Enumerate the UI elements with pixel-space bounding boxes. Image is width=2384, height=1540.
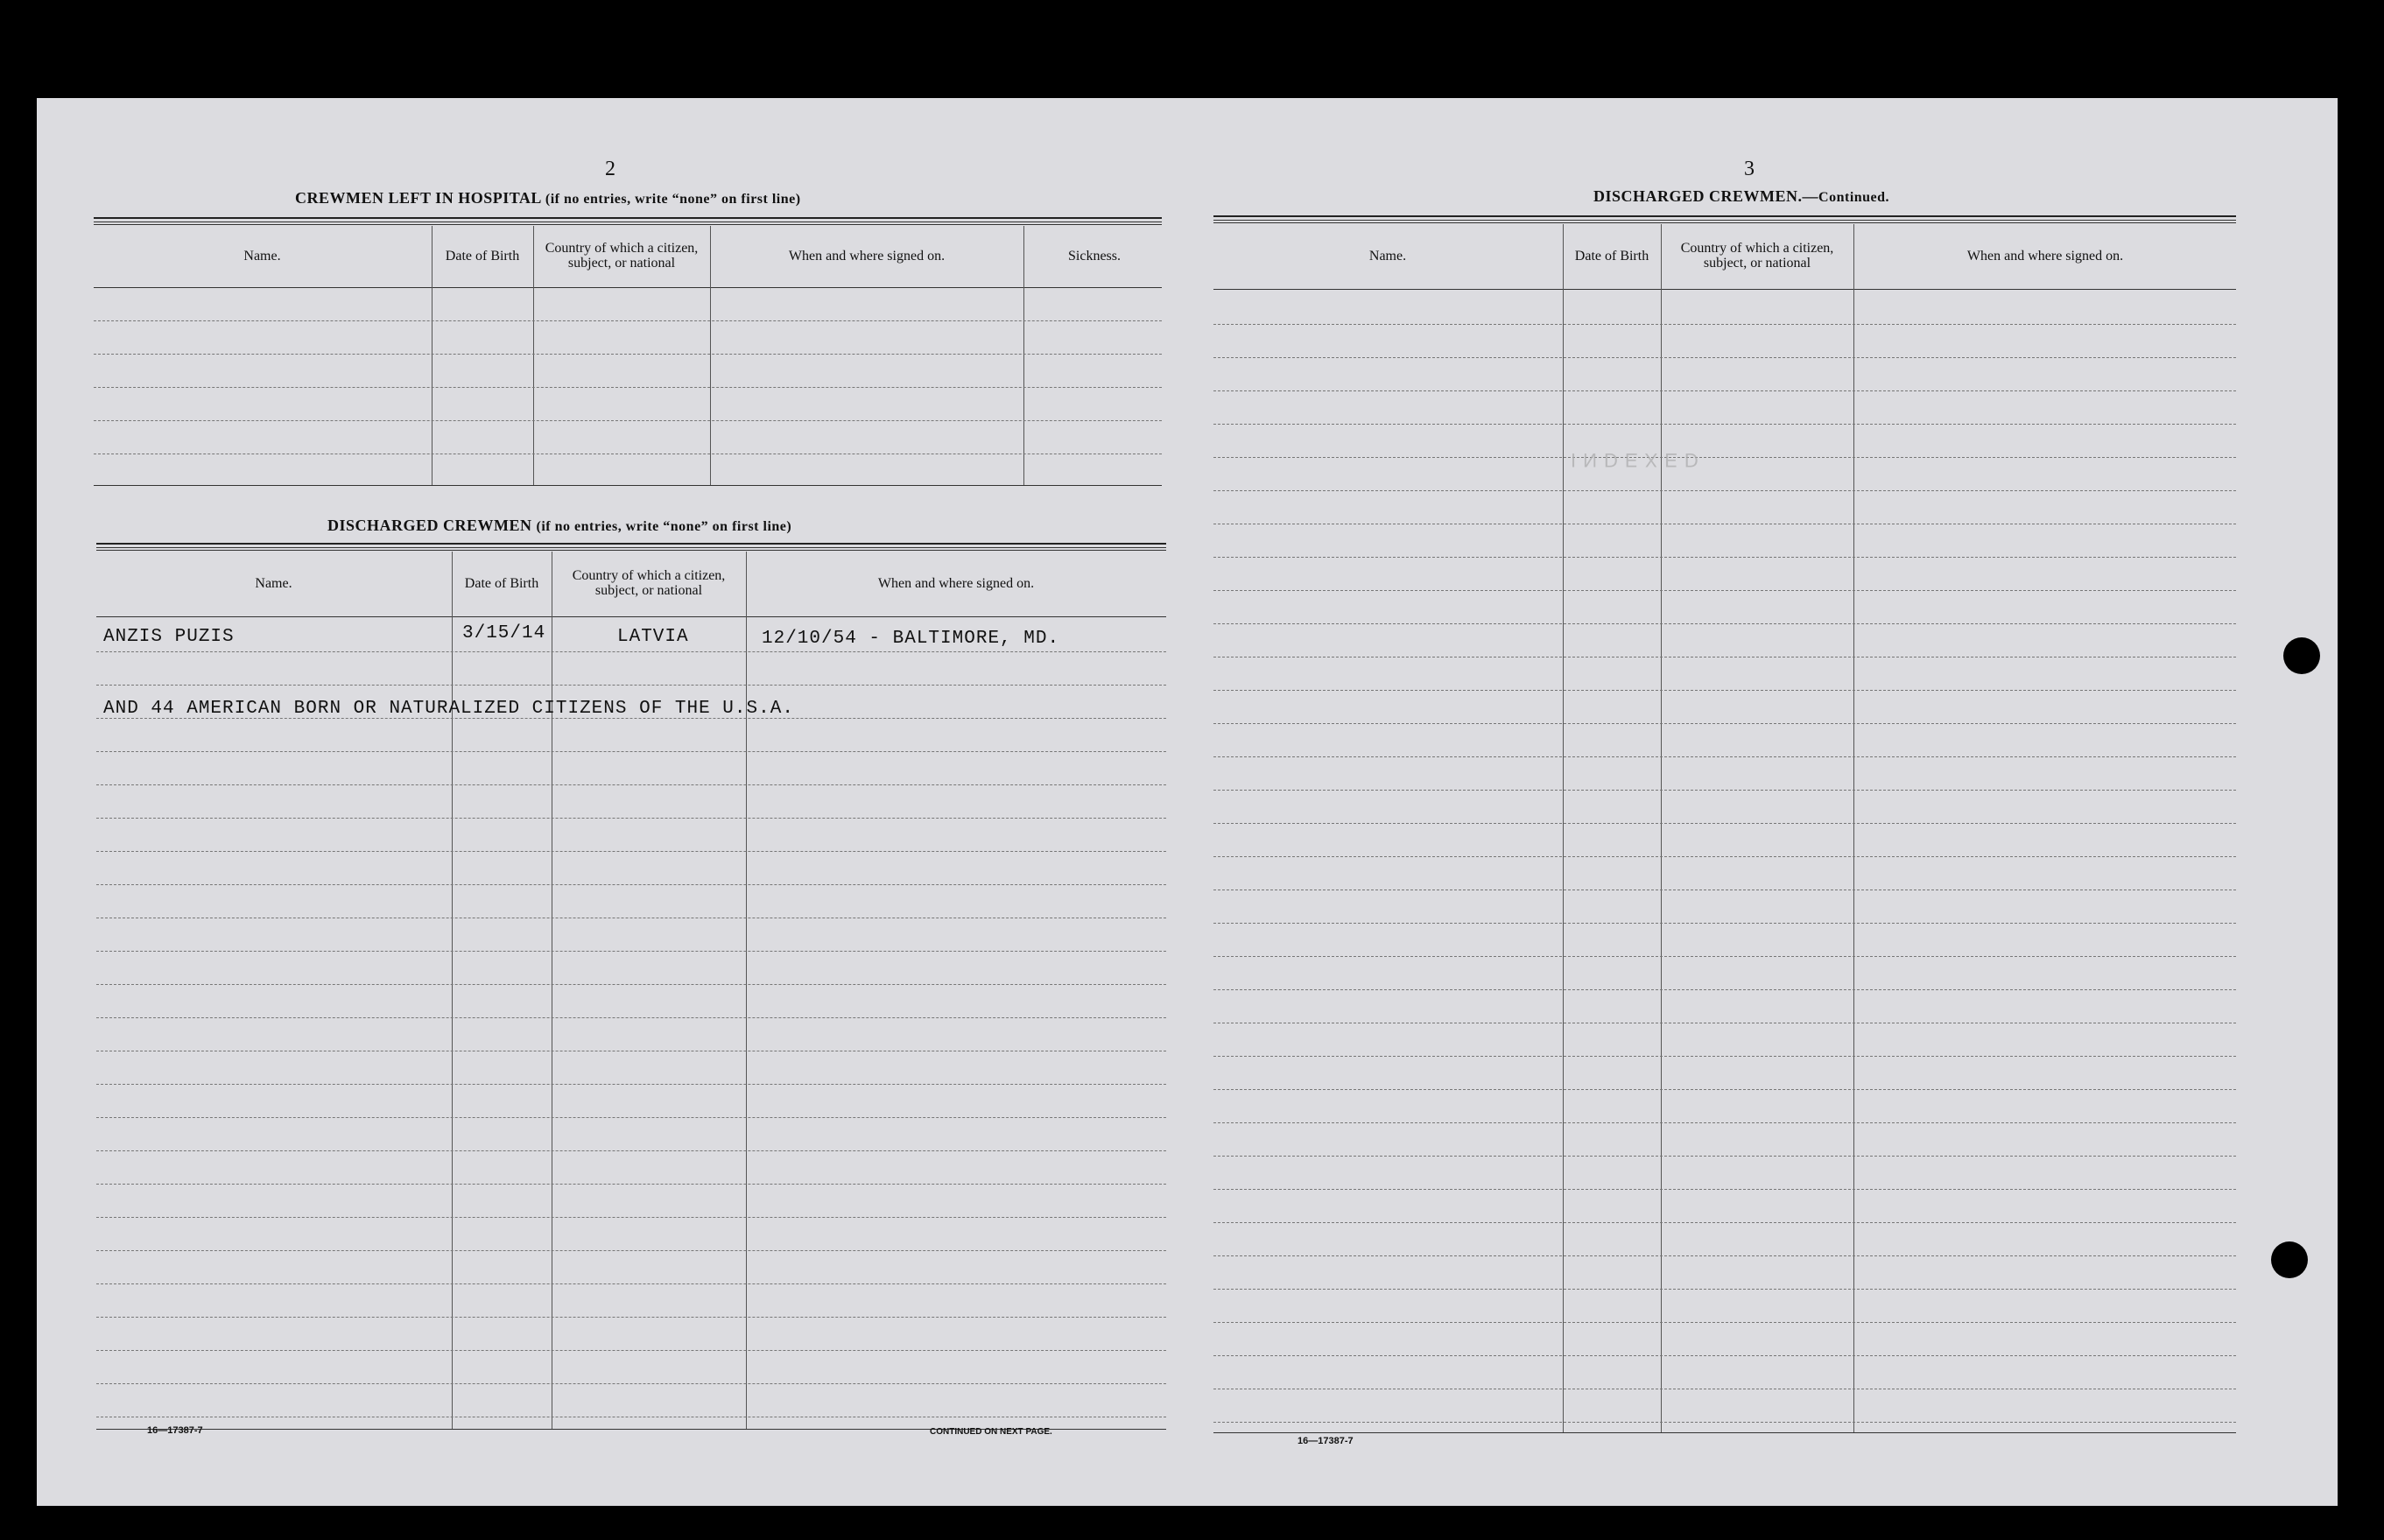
ruled-line — [1213, 823, 2236, 824]
ruled-line — [96, 751, 1166, 752]
ruled-line — [96, 1350, 1166, 1351]
ruled-line — [96, 685, 1166, 686]
left-page — [37, 98, 1168, 1506]
ruled-line — [96, 1250, 1166, 1251]
ruled-line — [1213, 1322, 2236, 1323]
ruled-line — [1213, 324, 2236, 325]
entry-dob: 3/15/14 — [462, 623, 546, 643]
ruled-line — [1213, 590, 2236, 591]
right-section-title — [1593, 187, 1889, 206]
document-paper — [37, 98, 2338, 1506]
discharged-table — [96, 543, 1166, 1523]
hospital-header-name: Name. — [243, 248, 281, 264]
right-header-name: Name. — [1368, 248, 1407, 264]
right-page — [1210, 98, 2338, 1506]
ruled-line — [1213, 923, 2236, 924]
right-title-text: DISCHARGED CREWMEN.— — [1593, 187, 1819, 205]
discharged-header-signed: When and where signed on. — [877, 575, 1035, 591]
ruled-line — [1213, 1089, 2236, 1090]
hospital-header-dob: Date of Birth — [445, 248, 520, 264]
page-number-right: 3 — [1744, 158, 1755, 180]
ruled-line — [96, 1184, 1166, 1185]
entry-signed-on: 12/10/54 - BALTIMORE, MD. — [762, 629, 1060, 649]
hospital-title-text: CREWMEN LEFT IN HOSPITAL — [295, 189, 541, 207]
punch-hole-lower — [2271, 1241, 2308, 1278]
ruled-line — [1213, 989, 2236, 990]
right-header-country: Country of which a citizen, subject, or national — [1680, 241, 1834, 271]
page-number-left: 2 — [605, 158, 615, 180]
hospital-section-title — [295, 189, 801, 207]
ruled-line — [96, 1017, 1166, 1018]
ruled-line — [96, 1150, 1166, 1151]
ruled-line — [96, 651, 1166, 652]
form-number-right: 16—17387-7 — [1297, 1436, 1354, 1446]
ruled-line — [1213, 1222, 2236, 1223]
ruled-line — [1213, 856, 2236, 857]
ruled-line — [96, 984, 1166, 985]
ruled-line — [96, 1084, 1166, 1085]
right-header-dob: Date of Birth — [1574, 248, 1649, 264]
hospital-header-sickness: Sickness. — [1068, 248, 1121, 264]
ruled-line — [96, 1283, 1166, 1284]
entry-name: ANZIS PUZIS — [103, 627, 235, 647]
discharged-subtitle-text: (if no entries, write “none” on first line) — [536, 519, 792, 534]
ruled-line — [1213, 424, 2236, 425]
ruled-line — [96, 851, 1166, 852]
ruled-line — [1213, 1122, 2236, 1123]
right-discharged-table — [1213, 215, 2236, 1432]
indexed-stamp: INDEXED — [1571, 449, 1705, 471]
ruled-line — [1213, 1156, 2236, 1157]
ruled-line — [96, 1383, 1166, 1384]
hospital-header-signed: When and where signed on. — [788, 248, 946, 264]
ruled-line — [96, 1317, 1166, 1318]
ruled-line — [1213, 690, 2236, 691]
ruled-line — [1213, 790, 2236, 791]
ruled-line — [96, 1217, 1166, 1218]
discharged-title-text: DISCHARGED CREWMEN — [327, 517, 532, 534]
ruled-line — [96, 951, 1166, 952]
discharged-note: AND 44 AMERICAN BORN OR NATURALIZED CITIZENS OF THE U.S.A. — [103, 699, 794, 719]
continued-note: CONTINUED ON NEXT PAGE. — [930, 1427, 1052, 1437]
ruled-line — [1213, 1189, 2236, 1190]
ruled-line — [1213, 1056, 2236, 1057]
ruled-line — [96, 884, 1166, 885]
ruled-line — [1213, 956, 2236, 957]
hospital-table — [94, 217, 1162, 594]
ruled-line — [1213, 623, 2236, 624]
ruled-line — [96, 818, 1166, 819]
discharged-section-title — [327, 517, 791, 535]
ruled-line — [1213, 1255, 2236, 1256]
discharged-header-dob: Date of Birth — [464, 575, 539, 591]
entry-country: LATVIA — [617, 627, 689, 647]
ruled-line — [96, 784, 1166, 785]
ruled-line — [1213, 557, 2236, 558]
ruled-line — [1213, 390, 2236, 391]
right-title-cont: Continued. — [1818, 190, 1890, 205]
discharged-header-name: Name. — [255, 575, 292, 591]
hospital-header-country: Country of which a citizen, subject, or national — [545, 241, 699, 271]
ruled-line — [1213, 490, 2236, 491]
discharged-header-country: Country of which a citizen, subject, or national — [572, 568, 726, 598]
ruled-line — [1213, 756, 2236, 757]
ruled-line — [1213, 723, 2236, 724]
punch-hole-upper — [2283, 637, 2320, 674]
form-number-left: 16—17387-7 — [147, 1425, 203, 1436]
ruled-line — [1213, 457, 2236, 458]
ruled-line — [1213, 357, 2236, 358]
ruled-line — [1213, 1355, 2236, 1356]
ruled-line — [96, 1117, 1166, 1118]
right-header-signed: When and where signed on. — [1966, 248, 2124, 264]
hospital-subtitle-text: (if no entries, write “none” on first line) — [545, 192, 801, 207]
ruled-line — [1213, 1422, 2236, 1423]
ruled-line — [1213, 1289, 2236, 1290]
